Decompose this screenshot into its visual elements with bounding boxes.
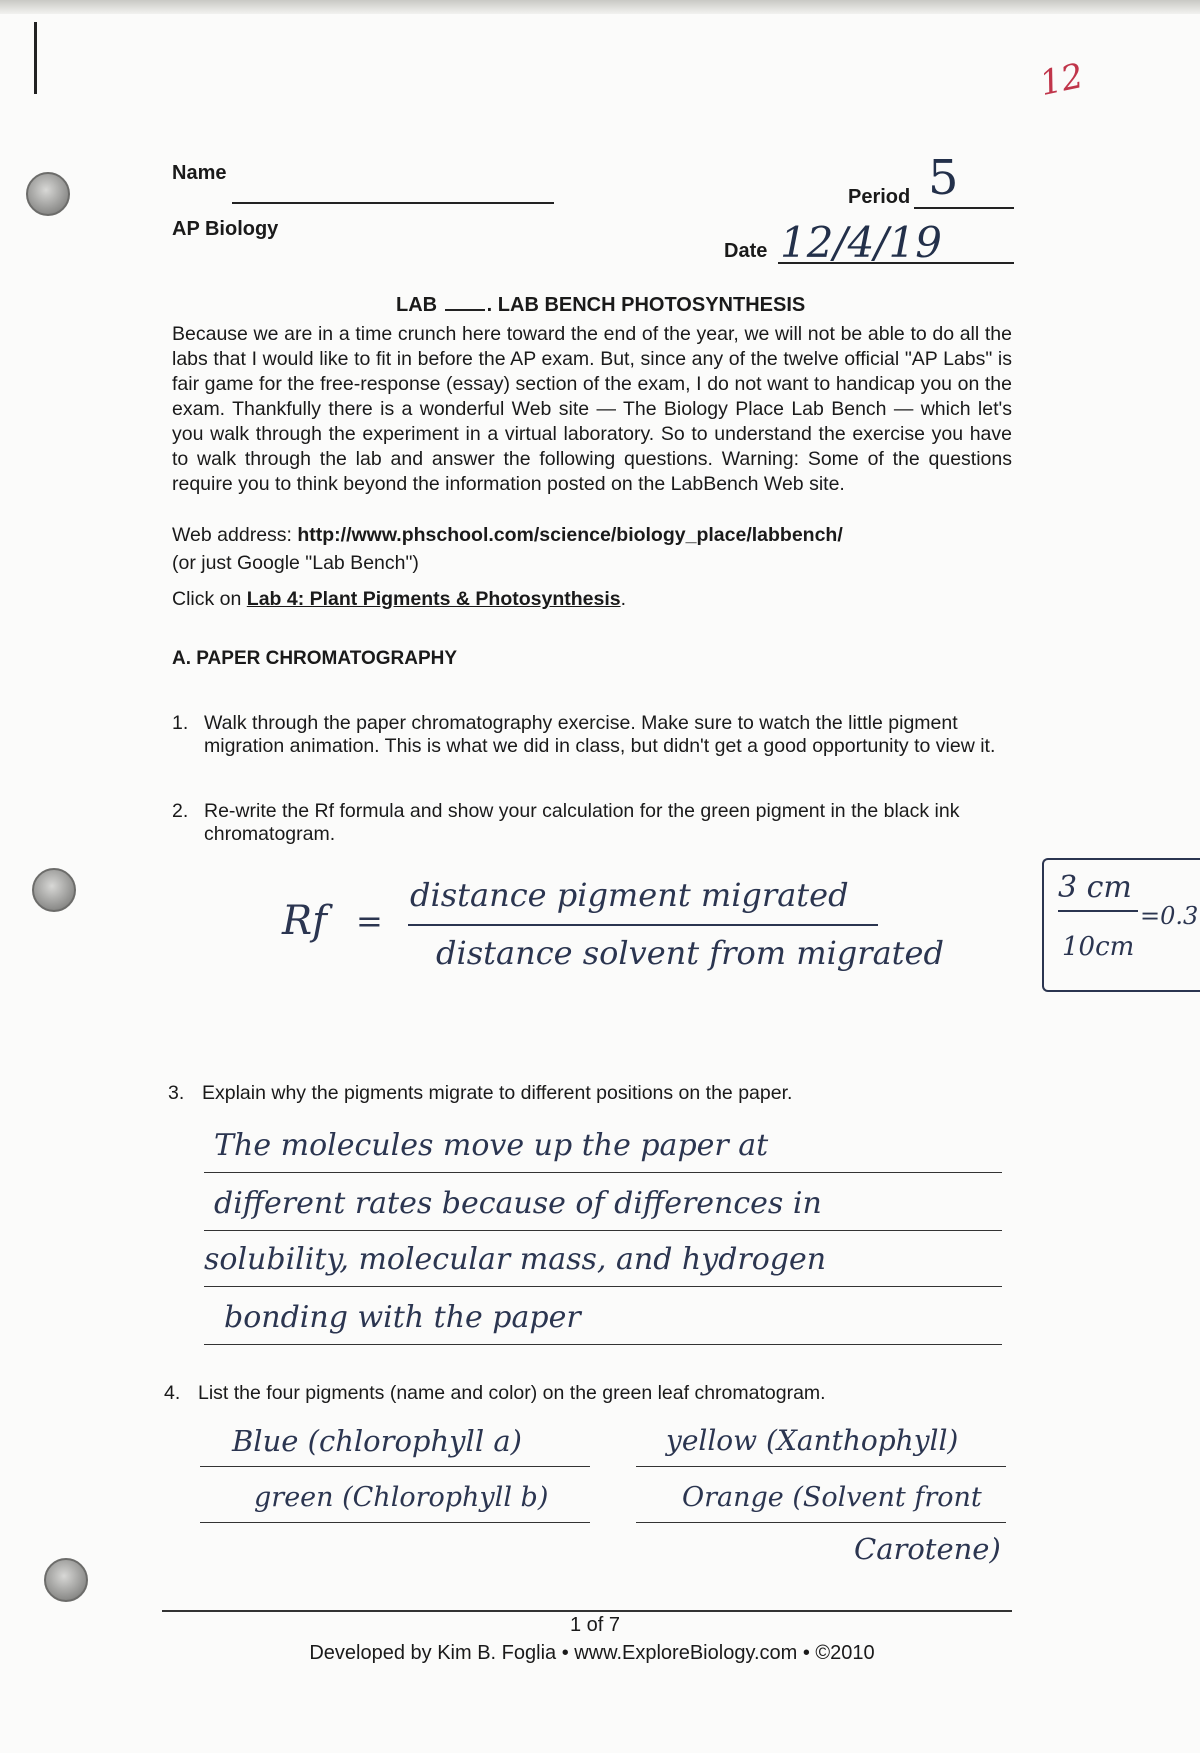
footer-credit: Developed by Kim B. Foglia • www.ExploreBiology.com • ©2010 <box>309 1642 875 1664</box>
web-address-row <box>172 524 843 547</box>
footer-rule <box>162 1610 1012 1612</box>
answer-4-line-4[interactable] <box>636 1522 1006 1523</box>
pigment-1: Blue (chlorophyll a) <box>232 1424 522 1458</box>
section-a-heading <box>172 648 457 670</box>
rf-denominator: distance solvent from migrated <box>436 934 944 972</box>
answer-3-text-3: solubility, molecular mass, and hydrogen <box>204 1242 827 1277</box>
question-3-number: 3. <box>168 1082 185 1104</box>
grade-mark: 12 <box>1036 55 1087 105</box>
section-title: PAPER CHROMATOGRAPHY <box>196 648 458 669</box>
date-value: 12/4/19 <box>780 218 942 267</box>
answer-3-text-2: different rates because of differences in <box>214 1186 822 1221</box>
binder-hole-bottom <box>44 1558 88 1602</box>
period-value: 5 <box>928 150 959 206</box>
scan-top-edge <box>0 0 1200 14</box>
answer-3-line-4[interactable] <box>204 1344 1002 1345</box>
answer-4-line-2[interactable] <box>636 1466 1006 1467</box>
web-alt: (or just Google "Lab Bench") <box>172 552 419 574</box>
lab-suffix: . LAB BENCH PHOTOSYNTHESIS <box>486 294 806 316</box>
answer-3-line-2[interactable] <box>204 1230 1002 1231</box>
binder-hole-middle <box>32 868 76 912</box>
web-url[interactable]: http://www.phschool.com/science/biology_place/labbench/ <box>297 524 843 546</box>
calc-numerator: 3 cm <box>1058 870 1132 905</box>
pigment-4: Orange (Solvent front <box>682 1482 982 1513</box>
question-1-text: Walk through the paper chromatography exercise. Make sure to watch the little pigment migration animation. This is what we did in class, but didn't get a good opportunity to view it. <box>204 712 996 757</box>
name-label: Name <box>172 162 227 184</box>
lab4-link[interactable]: Lab 4: Plant Pigments & Photosynthesis <box>246 588 621 610</box>
lab-title <box>396 294 805 317</box>
question-3-text: Explain why the pigments migrate to different positions on the paper. <box>202 1082 793 1104</box>
question-4-number: 4. <box>164 1382 181 1404</box>
rf-symbol: Rf <box>282 898 327 944</box>
rf-numerator: distance pigment migrated <box>410 876 849 914</box>
rf-fraction-bar <box>408 924 878 926</box>
click-prefix: Click on <box>172 588 242 610</box>
calc-denominator: 10cm <box>1062 932 1135 962</box>
calc-fraction-bar <box>1058 910 1138 912</box>
subject-label: AP Biology <box>172 218 279 240</box>
answer-3-text-4: bonding with the paper <box>224 1300 581 1335</box>
binder-hole-top <box>26 172 70 216</box>
question-4-text: List the four pigments (name and color) on the green leaf chromatogram. <box>198 1382 826 1404</box>
period-line[interactable] <box>914 207 1014 209</box>
section-letter: A. <box>172 648 191 669</box>
date-label: Date <box>724 240 768 262</box>
answer-3-line-3[interactable] <box>204 1286 1002 1287</box>
answer-3-text-1: The molecules move up the paper at <box>214 1128 769 1163</box>
calc-result: =0.3 <box>1140 902 1199 930</box>
answer-3-line-1[interactable] <box>204 1172 1002 1173</box>
page-number: 1 of 7 <box>569 1614 621 1636</box>
click-suffix: . <box>620 588 627 610</box>
answer-4-line-3[interactable] <box>200 1522 590 1523</box>
pigment-4-continued: Carotene) <box>854 1532 1001 1566</box>
question-2-text: Re-write the Rf formula and show your calculation for the green pigment in the black ink chromatogram. <box>204 800 960 845</box>
web-label: Web address: <box>172 524 292 546</box>
rf-equals: = <box>356 902 383 940</box>
pigment-2: green (Chlorophyll b) <box>254 1482 549 1513</box>
pigment-3: yellow (Xanthophyll) <box>666 1424 959 1457</box>
lab-prefix: LAB <box>396 294 438 316</box>
question-1-number: 1. <box>172 712 189 734</box>
intro-paragraph: Because we are in a time crunch here toward the end of the year, we will not be able to do all the labs that I would like to fit in before the AP exam. But, since any of the twelve official "AP Labs" is fair game for the free-response (essay) section of the exam, I do not want to handicap you on the exam. Thankfully there is a wonderful Web site — The Biology Place Lab Bench — which let's you walk through the experiment in a virtual laboratory. So to understand the exercise you have to walk through the lab and answer the following questions. Warning: Some of the questions require you to think beyond the information posted on the LabBench Web site. <box>172 323 1012 495</box>
answer-4-line-1[interactable] <box>200 1466 590 1467</box>
margin-pen-mark <box>34 22 37 94</box>
question-2-number: 2. <box>172 800 189 822</box>
period-label: Period <box>848 186 911 208</box>
lab-number-blank[interactable] <box>445 309 485 311</box>
name-line[interactable] <box>232 202 554 204</box>
click-instruction <box>172 588 626 611</box>
